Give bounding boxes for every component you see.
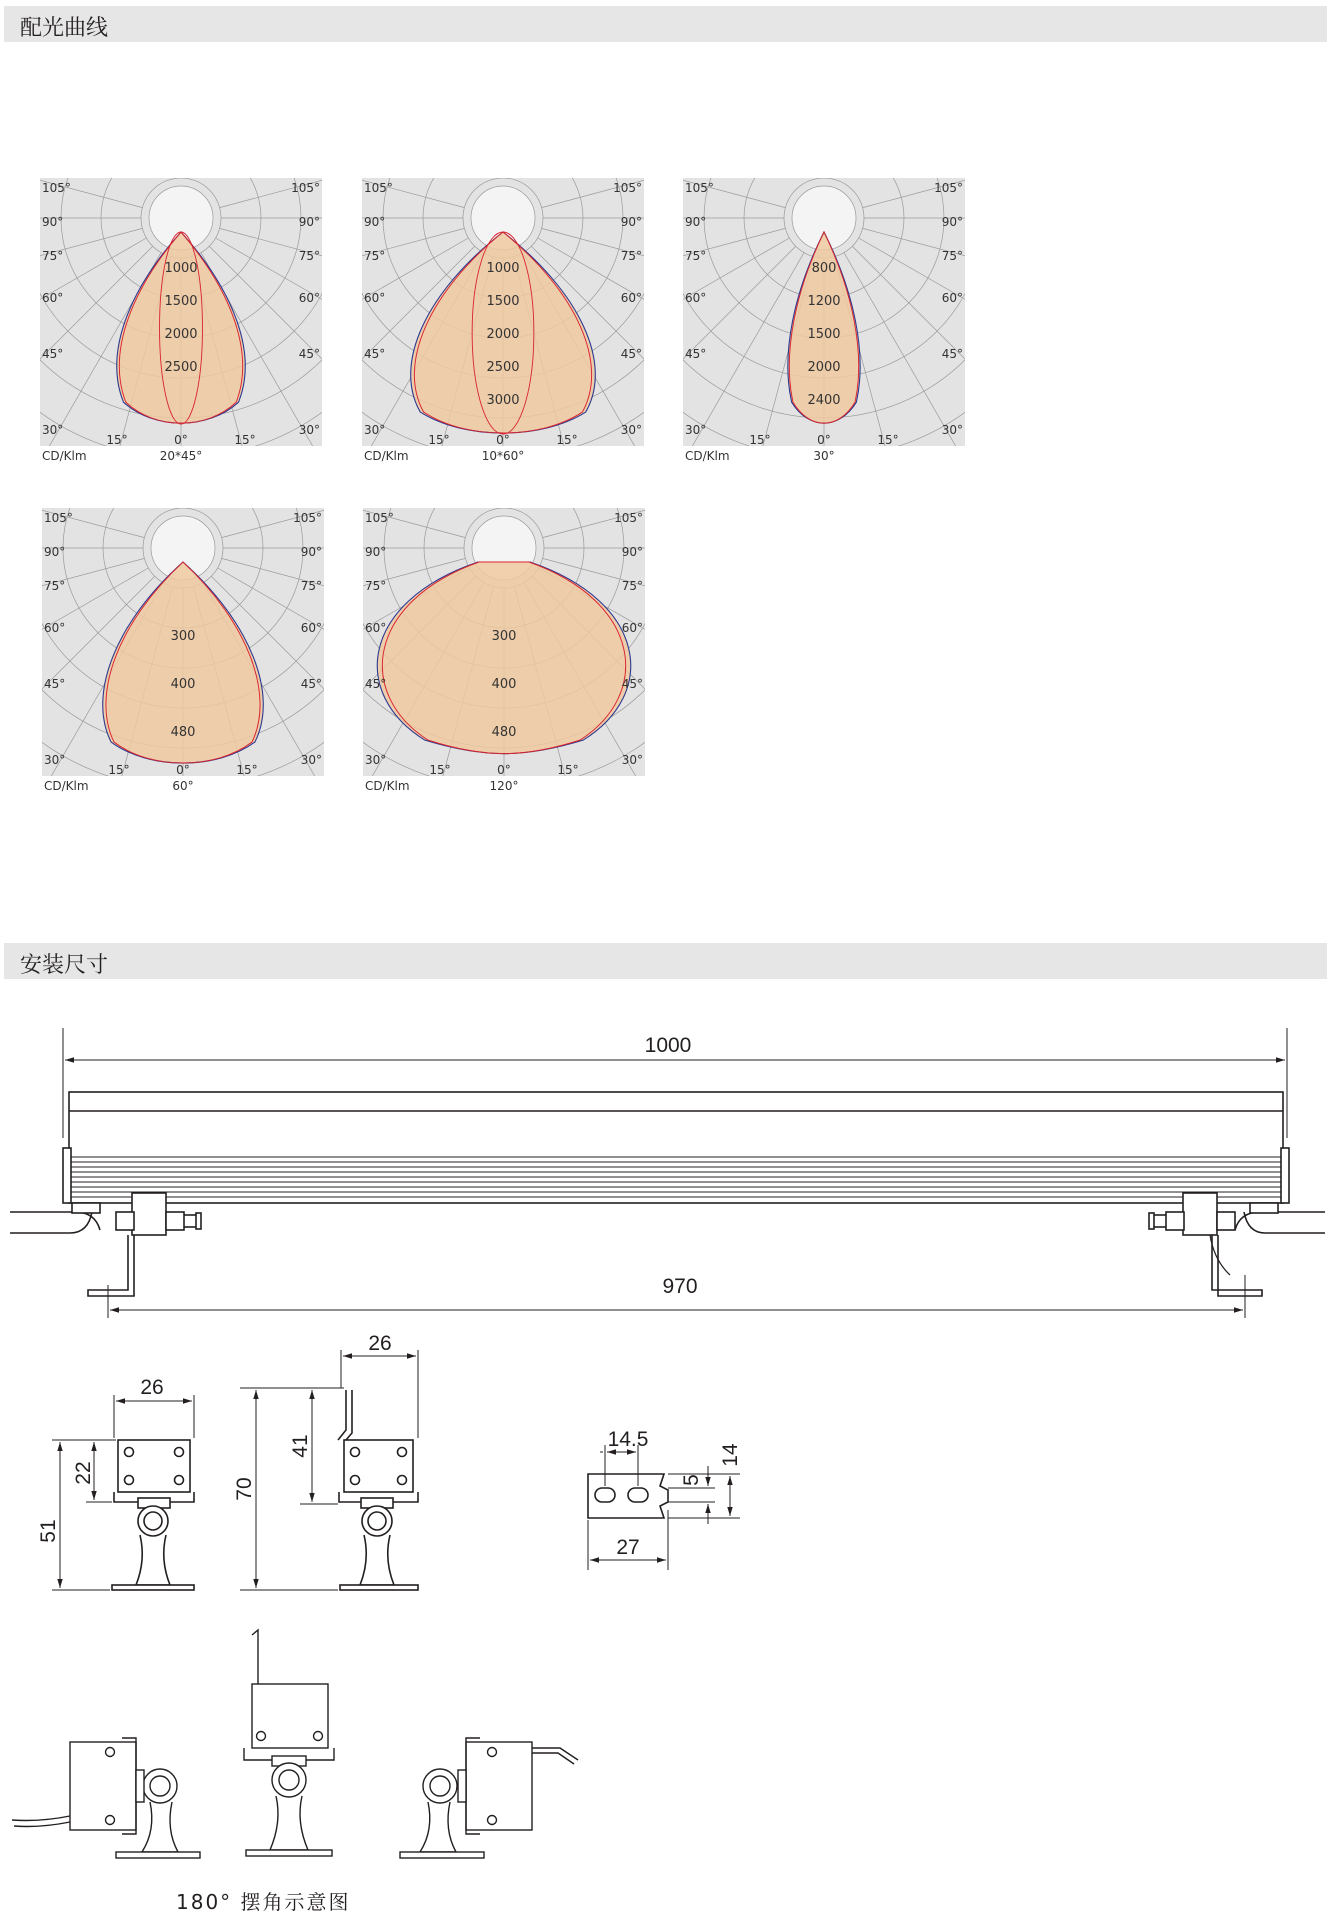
- dim-side-total-height: 70: [233, 1477, 256, 1501]
- angle-label-right: 90°: [300, 545, 322, 559]
- angle-label-right: 60°: [620, 291, 642, 305]
- unit-label: CD/Klm: [685, 449, 730, 463]
- mounting-plate: [588, 1445, 740, 1570]
- angle-label-bottom: 15°: [556, 433, 578, 447]
- angle-label-left: 90°: [44, 545, 66, 559]
- intensity-value: 2000: [164, 327, 198, 342]
- angle-label-right: 30°: [621, 753, 643, 767]
- dim-side-bracket-height: 41: [289, 1434, 312, 1458]
- intensity-value: 1200: [807, 294, 841, 309]
- angle-label-left: 60°: [44, 621, 66, 635]
- intensity-value: 2500: [486, 360, 520, 375]
- dim-front-width: 26: [140, 1376, 164, 1399]
- angle-label-bottom: 15°: [557, 763, 579, 777]
- unit-label: CD/Klm: [364, 449, 409, 463]
- angle-label-left: 60°: [42, 291, 64, 305]
- angle-label-left: 30°: [42, 423, 64, 437]
- angle-label-bottom: 15°: [106, 433, 128, 447]
- intensity-value: 2500: [164, 360, 198, 375]
- angle-label-right: 75°: [620, 249, 642, 263]
- intensity-value: 300: [491, 629, 517, 644]
- dim-plate-height: 14: [719, 1443, 742, 1467]
- angle-label-right: 45°: [298, 347, 320, 361]
- intensity-value: 400: [170, 677, 196, 692]
- angle-label-right: 60°: [298, 291, 320, 305]
- angle-label-right: 105°: [614, 511, 643, 525]
- angle-label-left: 45°: [365, 677, 387, 691]
- angle-label-right: 30°: [298, 423, 320, 437]
- intensity-value: 1000: [486, 261, 520, 276]
- angle-label-bottom: 0°: [176, 763, 190, 777]
- angle-label-left: 60°: [365, 621, 387, 635]
- angle-label-right: 105°: [291, 181, 320, 195]
- intensity-value: 1500: [807, 327, 841, 342]
- intensity-value: 480: [491, 725, 517, 740]
- angle-label-bottom: 15°: [749, 433, 771, 447]
- angle-label-left: 105°: [42, 181, 71, 195]
- dim-mount-spacing: 970: [662, 1275, 698, 1298]
- dim-plate-hole-spacing: 14.5: [607, 1428, 649, 1451]
- angle-label-left: 105°: [364, 181, 393, 195]
- angle-label-right: 45°: [941, 347, 963, 361]
- angle-label-bottom: 0°: [817, 433, 831, 447]
- angle-label-left: 75°: [365, 579, 387, 593]
- angle-label-bottom: 0°: [497, 763, 511, 777]
- angle-label-right: 30°: [941, 423, 963, 437]
- angle-label-left: 105°: [44, 511, 73, 525]
- angle-label-right: 90°: [298, 215, 320, 229]
- angle-label-right: 90°: [621, 545, 643, 559]
- section-title-install: 安装尺寸: [20, 953, 109, 978]
- angle-label-bottom: 15°: [429, 763, 451, 777]
- beam-angle-label: 10*60°: [481, 449, 525, 463]
- rotation-view-center: [244, 1630, 334, 1856]
- dim-front-total-height: 51: [37, 1519, 60, 1543]
- angle-label-bottom: 15°: [877, 433, 899, 447]
- angle-label-bottom: 15°: [108, 763, 130, 777]
- intensity-value: 300: [170, 629, 196, 644]
- intensity-value: 1500: [486, 294, 520, 309]
- section-title-light-curve: 配光曲线: [20, 16, 109, 41]
- angle-label-right: 45°: [621, 677, 643, 691]
- rotation-view-right: [400, 1738, 578, 1858]
- angle-label-right: 75°: [298, 249, 320, 263]
- angle-label-right: 45°: [620, 347, 642, 361]
- angle-label-left: 30°: [44, 753, 66, 767]
- intensity-value: 3000: [486, 393, 520, 408]
- angle-label-left: 90°: [364, 215, 386, 229]
- angle-label-right: 75°: [941, 249, 963, 263]
- angle-label-right: 60°: [941, 291, 963, 305]
- angle-label-right: 90°: [620, 215, 642, 229]
- intensity-value: 800: [811, 261, 837, 276]
- angle-label-left: 75°: [42, 249, 64, 263]
- beam-angle-label: 30°: [813, 449, 835, 463]
- angle-label-bottom: 15°: [236, 763, 258, 777]
- angle-label-right: 60°: [300, 621, 322, 635]
- angle-label-right: 105°: [934, 181, 963, 195]
- dim-side-width: 26: [368, 1332, 392, 1355]
- mount-side-view: [240, 1350, 418, 1590]
- angle-label-right: 75°: [300, 579, 322, 593]
- rotation-view-left: [12, 1738, 200, 1858]
- dim-front-box-height: 22: [72, 1461, 95, 1485]
- beam-angle-label: 20*45°: [159, 449, 203, 463]
- angle-label-left: 90°: [685, 215, 707, 229]
- angle-label-right: 45°: [300, 677, 322, 691]
- angle-label-right: 30°: [620, 423, 642, 437]
- angle-label-left: 75°: [364, 249, 386, 263]
- unit-label: CD/Klm: [44, 779, 89, 793]
- intensity-value: 2000: [807, 360, 841, 375]
- angle-label-right: 30°: [300, 753, 322, 767]
- angle-label-left: 45°: [685, 347, 707, 361]
- dim-plate-width: 27: [616, 1536, 640, 1559]
- angle-label-right: 105°: [293, 511, 322, 525]
- angle-label-bottom: 15°: [234, 433, 256, 447]
- angle-label-right: 60°: [621, 621, 643, 635]
- angle-label-left: 30°: [364, 423, 386, 437]
- angle-label-right: 105°: [613, 181, 642, 195]
- angle-label-bottom: 15°: [428, 433, 450, 447]
- dim-plate-hole-width: 5: [680, 1474, 703, 1486]
- angle-label-left: 60°: [685, 291, 707, 305]
- angle-label-left: 45°: [364, 347, 386, 361]
- angle-label-left: 75°: [685, 249, 707, 263]
- angle-label-left: 105°: [365, 511, 394, 525]
- intensity-value: 1500: [164, 294, 198, 309]
- intensity-value: 2400: [807, 393, 841, 408]
- angle-label-bottom: 0°: [496, 433, 510, 447]
- angle-label-right: 90°: [941, 215, 963, 229]
- intensity-value: 2000: [486, 327, 520, 342]
- unit-label: CD/Klm: [365, 779, 410, 793]
- beam-angle-label: 120°: [489, 779, 519, 793]
- angle-label-left: 75°: [44, 579, 66, 593]
- angle-label-left: 30°: [365, 753, 387, 767]
- intensity-value: 1000: [164, 261, 198, 276]
- angle-label-bottom: 0°: [174, 433, 188, 447]
- angle-label-left: 90°: [42, 215, 64, 229]
- dim-overall-length: 1000: [644, 1034, 692, 1057]
- angle-label-left: 30°: [685, 423, 707, 437]
- angle-label-right: 75°: [621, 579, 643, 593]
- angle-label-left: 105°: [685, 181, 714, 195]
- unit-label: CD/Klm: [42, 449, 87, 463]
- rotation-caption: 180° 摆角示意图: [176, 1890, 351, 1914]
- angle-label-left: 60°: [364, 291, 386, 305]
- mount-front-view: [52, 1395, 194, 1590]
- angle-label-left: 90°: [365, 545, 387, 559]
- angle-label-left: 45°: [42, 347, 64, 361]
- beam-angle-label: 60°: [172, 779, 194, 793]
- intensity-value: 400: [491, 677, 517, 692]
- angle-label-left: 45°: [44, 677, 66, 691]
- intensity-value: 480: [170, 725, 196, 740]
